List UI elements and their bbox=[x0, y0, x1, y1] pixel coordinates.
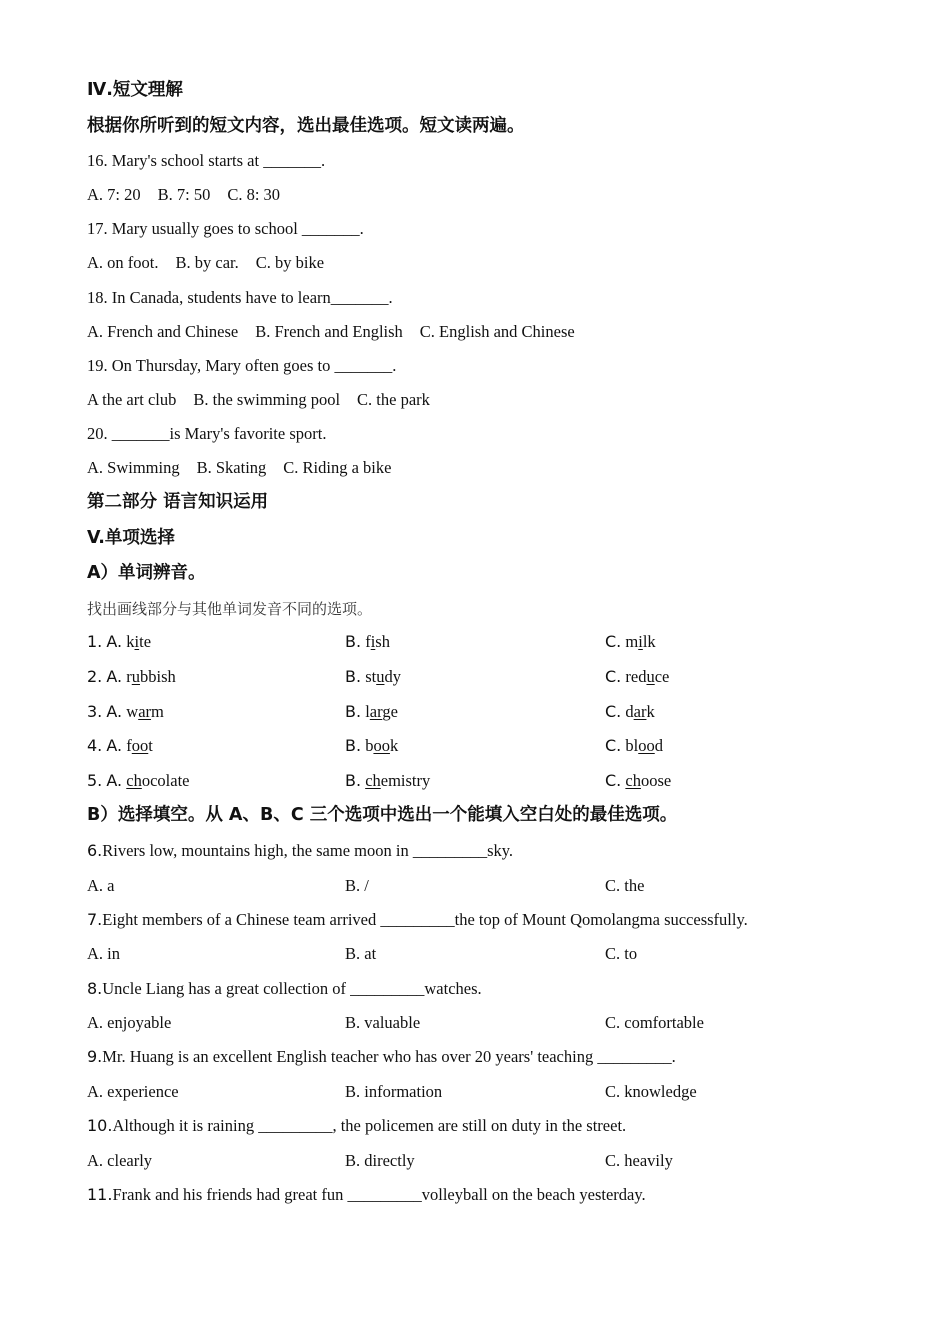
question-17: 17. Mary usually goes to school _______. bbox=[87, 219, 364, 238]
pronunciation-item-4 bbox=[87, 735, 867, 757]
question-18-options bbox=[87, 321, 592, 343]
underlined-letters: ch bbox=[625, 771, 641, 790]
option-c: C. the park bbox=[357, 390, 430, 409]
option-a: A. clearly bbox=[87, 1151, 153, 1170]
question-20-options bbox=[87, 457, 408, 479]
question-9: 9.Mr. Huang is an excellent English teacher who has over 20 years' teaching _________. bbox=[87, 1047, 676, 1066]
option-b: B. information bbox=[345, 1082, 443, 1101]
choice-c: C. milk bbox=[605, 632, 656, 651]
choice-b: B. study bbox=[345, 667, 401, 686]
underlined-letters: oo bbox=[638, 736, 655, 755]
question-20: 20. _______is Mary's favorite sport. bbox=[87, 424, 327, 443]
option-c: C. comfortable bbox=[605, 1013, 704, 1032]
section-4-instruction: 根据你所听到的短文内容，选出最佳选项。短文读两遍。 bbox=[87, 116, 525, 136]
choice-c: C. blood bbox=[605, 736, 663, 755]
question-16: 16. Mary's school starts at _______. bbox=[87, 151, 326, 170]
question-19: 19. On Thursday, Mary often goes to _______. bbox=[87, 356, 397, 375]
option-a: A. Swimming bbox=[87, 458, 180, 477]
option-a: A the art club bbox=[87, 390, 177, 409]
choice-a: 5. A. chocolate bbox=[87, 771, 190, 790]
question-10-options bbox=[87, 1150, 867, 1172]
choice-c: C. dark bbox=[605, 702, 655, 721]
section-4-title: Ⅳ.短文理解 bbox=[87, 80, 183, 100]
pronunciation-item-3 bbox=[87, 701, 867, 723]
underlined-letters: u bbox=[131, 667, 141, 686]
question-17-options bbox=[87, 252, 341, 274]
part-a-instruction: 找出画线部分与其他单词发音不同的选项。 bbox=[87, 600, 373, 618]
underlined-letters: u bbox=[646, 667, 655, 686]
choice-c: C. choose bbox=[605, 771, 672, 790]
question-8: 8.Uncle Liang has a great collection of _________watches. bbox=[87, 979, 482, 998]
option-c: C. heavily bbox=[605, 1151, 673, 1170]
option-c: C. the bbox=[605, 876, 645, 895]
underlined-letters: i bbox=[134, 632, 140, 651]
section-5-title: V.单项选择 bbox=[87, 528, 175, 548]
option-b: B. by car. bbox=[175, 253, 239, 272]
choice-a: 3. A. warm bbox=[87, 702, 164, 721]
option-a: A. experience bbox=[87, 1082, 179, 1101]
choice-b: B. book bbox=[345, 736, 399, 755]
part-2-title: 第二部分 语言知识运用 bbox=[87, 492, 269, 512]
part-b-title: B）选择填空。从 A、B、C 三个选项中选出一个能填入空白处的最佳选项。 bbox=[87, 805, 678, 825]
question-11: 11.Frank and his friends had great fun _________volleyball on the beach yesterday. bbox=[87, 1185, 646, 1204]
underlined-letters: ar bbox=[369, 702, 383, 721]
option-a: A. a bbox=[87, 876, 115, 895]
underlined-letters: oo bbox=[373, 736, 390, 755]
option-b: B. valuable bbox=[345, 1013, 421, 1032]
option-c: C. knowledge bbox=[605, 1082, 697, 1101]
pronunciation-item-1 bbox=[87, 631, 867, 653]
question-7-options bbox=[87, 943, 867, 965]
option-c: C. English and Chinese bbox=[419, 322, 575, 341]
option-a: A. enjoyable bbox=[87, 1013, 172, 1032]
option-a: A. 7: 20 bbox=[87, 185, 141, 204]
choice-b: B. large bbox=[345, 702, 398, 721]
underlined-letters: ch bbox=[126, 771, 142, 790]
question-9-options bbox=[87, 1081, 867, 1103]
question-8-options bbox=[87, 1012, 867, 1034]
option-b: B. 7: 50 bbox=[157, 185, 211, 204]
option-b: B. French and English bbox=[255, 322, 403, 341]
pronunciation-item-5 bbox=[87, 770, 867, 792]
option-a: A. French and Chinese bbox=[87, 322, 239, 341]
underlined-letters: i bbox=[370, 632, 376, 651]
choice-a: 1. A. kite bbox=[87, 632, 152, 651]
option-c: C. to bbox=[605, 944, 638, 963]
underlined-letters: u bbox=[376, 667, 385, 686]
option-c: C. by bike bbox=[255, 253, 325, 272]
question-6: 6.Rivers low, mountains high, the same moon in _________sky. bbox=[87, 841, 514, 860]
question-7: 7.Eight members of a Chinese team arrived _________the top of Mount Qomolangma successfully. bbox=[87, 910, 748, 929]
pronunciation-item-2 bbox=[87, 666, 867, 688]
option-b: B. at bbox=[345, 944, 377, 963]
choice-b: B. fish bbox=[345, 632, 390, 651]
question-19-options bbox=[87, 389, 447, 411]
question-10: 10.Although it is raining _________, the policemen are still on duty in the street. bbox=[87, 1116, 627, 1135]
underlined-letters: oo bbox=[131, 736, 149, 755]
question-6-options bbox=[87, 875, 867, 897]
underlined-letters: ar bbox=[138, 702, 152, 721]
part-a-title: A）单词辨音。 bbox=[87, 563, 206, 583]
option-b: B. the swimming pool bbox=[193, 390, 341, 409]
option-c: C. 8: 30 bbox=[227, 185, 281, 204]
choice-c: C. reduce bbox=[605, 667, 670, 686]
question-18: 18. In Canada, students have to learn_______. bbox=[87, 288, 393, 307]
option-b: B. / bbox=[345, 876, 369, 895]
choice-a: 2. A. rubbish bbox=[87, 667, 176, 686]
option-b: B. Skating bbox=[196, 458, 267, 477]
underlined-letters: ar bbox=[633, 702, 647, 721]
option-a: A. on foot. bbox=[87, 253, 159, 272]
underlined-letters: ch bbox=[365, 771, 381, 790]
choice-b: B. chemistry bbox=[345, 771, 431, 790]
option-c: C. Riding a bike bbox=[283, 458, 392, 477]
underlined-letters: i bbox=[638, 632, 643, 651]
choice-a: 4. A. foot bbox=[87, 736, 153, 755]
question-16-options bbox=[87, 184, 297, 206]
option-b: B. directly bbox=[345, 1151, 415, 1170]
option-a: A. in bbox=[87, 944, 120, 963]
